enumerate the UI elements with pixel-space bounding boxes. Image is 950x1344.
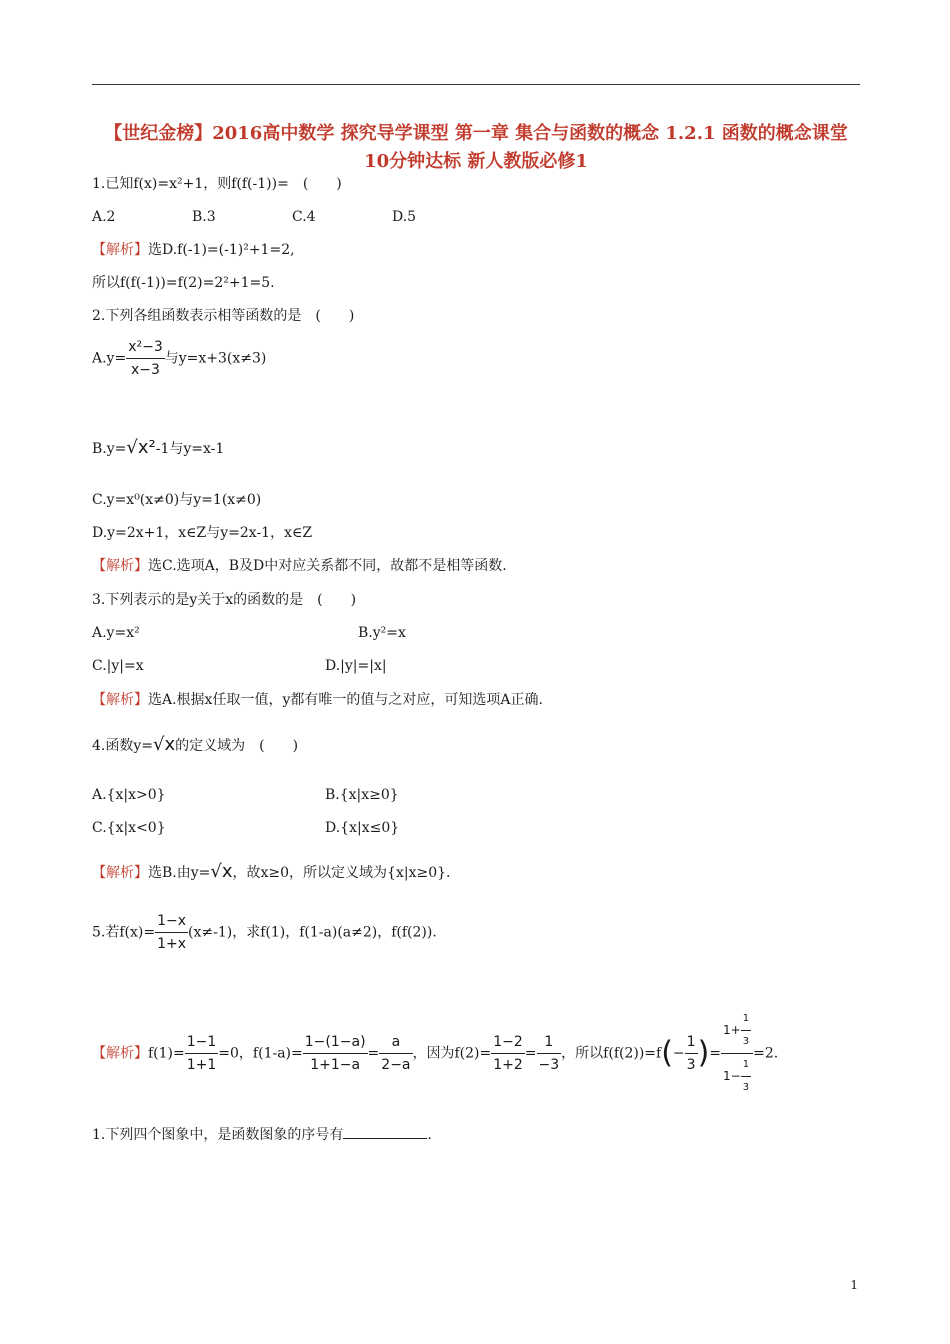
denominator-text: 1− <box>723 1069 741 1083</box>
analysis-tag: 【解析】 <box>92 1045 148 1062</box>
numerator: 1 <box>741 1008 751 1031</box>
fraction <box>685 1031 698 1076</box>
q1-analysis <box>92 240 295 260</box>
q1-analysis-line2: 所以f(f(-1))=f(2)=2²+1=5. <box>92 275 275 291</box>
q5-stem <box>92 910 437 955</box>
q5-text-2: =0，f(1-a)= <box>218 1045 303 1062</box>
q4-option-c: C.{x|x<0} <box>92 820 166 836</box>
q3-option-a: A.y=x² <box>92 625 140 641</box>
q2-a-prefix: A.y= <box>92 350 127 367</box>
q4-option-b: B.{x|x≥0} <box>325 787 399 803</box>
q2-option-d: D.y=2x+1，x∈Z与y=2x-1，x∈Z <box>92 525 313 541</box>
numerator: 1−2 <box>491 1031 525 1054</box>
q1-option-b: B.3 <box>192 209 216 225</box>
q5-prefix: 5.若f(x)= <box>92 924 156 941</box>
sqrt-expression: √x <box>210 861 233 882</box>
q4-option-d: D.{x|x≤0} <box>325 820 400 836</box>
q5-text-7: = <box>709 1045 722 1062</box>
fraction <box>185 1031 219 1076</box>
q2-analysis <box>92 556 507 576</box>
q3-option-b: B.y²=x <box>358 625 406 641</box>
denominator: 1+1 <box>186 1057 217 1073</box>
q3-option-d: D.|y|=|x| <box>325 658 387 674</box>
numerator: x²−3 <box>126 336 165 359</box>
q2-b-prefix: B.y= <box>92 441 127 457</box>
fraction <box>155 910 188 955</box>
q1-option-c: C.4 <box>292 209 316 225</box>
q6-stem <box>92 1124 432 1145</box>
numerator: a <box>379 1031 412 1054</box>
top-rule <box>92 84 860 85</box>
q2-stem: 2.下列各组函数表示相等函数的是 ( ) <box>92 308 355 324</box>
numerator: 1−x <box>155 910 188 933</box>
denominator: 1+1−a <box>310 1057 361 1073</box>
fraction <box>741 1054 751 1099</box>
compound-numerator <box>721 1008 753 1054</box>
numerator: 1−1 <box>185 1031 219 1054</box>
denominator: 1+2 <box>493 1057 523 1073</box>
q3-stem: 3.下列表示的是y关于x的函数的是 ( ) <box>92 592 357 608</box>
q3-analysis <box>92 690 543 710</box>
fraction <box>126 336 165 381</box>
fraction <box>537 1031 562 1076</box>
q2-b-suffix: -1与y=x-1 <box>155 441 225 457</box>
q5-text-4: ，因为f(2)= <box>412 1045 492 1062</box>
numerator: 1−(1−a) <box>303 1031 368 1054</box>
page-title: 【世纪金榜】2016高中数学 探究导学课型 第一章 集合与函数的概念 1.2.1 函数的概念课堂10分钟达标 新人教版必修1 <box>104 123 848 172</box>
q4-analysis <box>92 862 450 883</box>
q2-analysis-text: 选C.选项A，B及D中对应关系都不同，故都不是相等函数. <box>148 558 507 574</box>
sqrt-expression: √x² <box>126 437 156 458</box>
analysis-tag: 【解析】 <box>92 242 148 258</box>
q5-text-5: = <box>524 1045 537 1062</box>
right-paren: ) <box>697 1035 710 1071</box>
q3-analysis-text: 选A.根据x任取一值，y都有唯一的值与之对应，可知选项A正确. <box>148 692 543 708</box>
analysis-tag: 【解析】 <box>92 692 148 708</box>
numerator-text: 1+ <box>723 1023 741 1037</box>
q4-analysis-suffix: ，故x≥0，所以定义域为{x|x≥0}. <box>232 865 451 881</box>
denominator: 3 <box>742 1036 750 1047</box>
q4-stem-suffix: 的定义域为 ( ) <box>175 738 299 754</box>
q5-text-3: = <box>367 1045 380 1062</box>
compound-fraction <box>721 1008 753 1099</box>
q5-text-8: =2. <box>753 1045 779 1062</box>
q6-stem-text: 1.下列四个图象中，是函数图象的序号有 <box>92 1127 344 1143</box>
q1-analysis-text: 选D.f(-1)=(-1)²+1=2, <box>148 242 295 258</box>
q4-stem <box>92 735 298 756</box>
denominator: 2−a <box>381 1057 411 1073</box>
page-number: 1 <box>850 1278 858 1292</box>
q1-option-d: D.5 <box>392 209 417 225</box>
fraction <box>303 1031 368 1076</box>
q1-option-a: A.2 <box>92 209 116 225</box>
q2-option-c: C.y=x⁰(x≠0)与y=1(x≠0) <box>92 492 262 508</box>
analysis-tag: 【解析】 <box>92 558 148 574</box>
q4-stem-prefix: 4.函数y= <box>92 738 153 754</box>
q5-analysis <box>92 1008 778 1099</box>
answer-blank <box>343 1124 427 1139</box>
analysis-tag: 【解析】 <box>92 865 148 881</box>
q2-a-suffix: 与y=x+3(x≠3) <box>164 350 267 367</box>
q5-text-6: ，所以f(f(2))=f <box>561 1045 662 1062</box>
denominator: 1+x <box>157 936 187 952</box>
denominator: 3 <box>686 1057 696 1073</box>
q3-option-c: C.|y|=x <box>92 658 144 674</box>
q2-option-a <box>92 336 266 381</box>
fraction <box>491 1031 525 1076</box>
compound-denominator <box>721 1054 753 1099</box>
numerator: 1 <box>537 1031 562 1054</box>
q4-option-a: A.{x|x>0} <box>92 787 166 803</box>
left-paren: ( <box>661 1035 673 1071</box>
q2-option-b <box>92 438 224 459</box>
numerator: 1 <box>741 1054 751 1077</box>
q5-suffix: (x≠-1)，求f(1)，f(1-a)(a≠2)，f(f(2)). <box>188 924 437 941</box>
fraction <box>379 1031 412 1076</box>
numerator: 1 <box>685 1031 698 1054</box>
sqrt-expression: √x <box>153 734 176 755</box>
minus-sign: − <box>672 1045 685 1062</box>
q1-stem: 1.已知f(x)=x²+1，则f(f(-1))= ( ) <box>92 176 342 192</box>
fraction <box>741 1008 751 1053</box>
denominator: −3 <box>538 1057 560 1073</box>
q4-analysis-prefix: 选B.由y= <box>148 865 211 881</box>
denominator: 3 <box>742 1082 750 1093</box>
q5-text-1: f(1)= <box>148 1045 185 1062</box>
denominator: x−3 <box>131 362 160 378</box>
q6-stem-end: . <box>427 1127 432 1143</box>
